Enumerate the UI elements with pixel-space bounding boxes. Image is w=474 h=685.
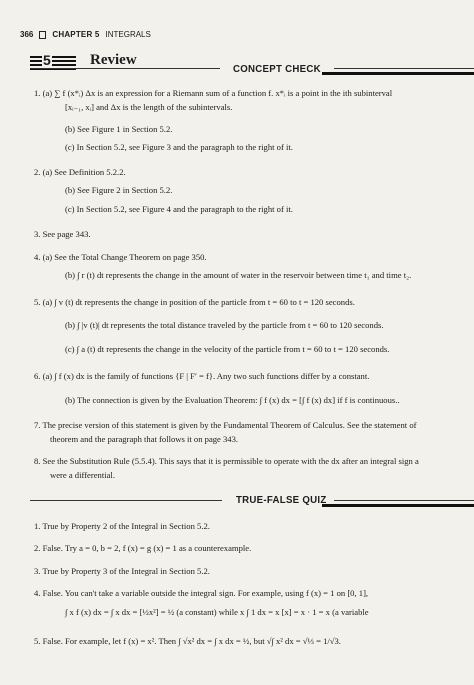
quiz-rule-left [30, 500, 222, 501]
heading-rule-thick [322, 72, 474, 75]
concept-item-4a: 4. (a) See the Total Change Theorem on page 350. [34, 252, 207, 262]
concept-item-2a: 2. (a) See Definition 5.2.2. [34, 167, 126, 177]
concept-item-5b: (b) ∫ |v (t)| dt represents the total distance traveled by the particle from t = 60 to 120 seconds. [65, 320, 384, 330]
concept-item-2c: (c) In Section 5.2, see Figure 4 and the paragraph to the right of it. [65, 204, 293, 214]
concept-check-heading: CONCEPT CHECK [233, 63, 321, 75]
quiz-item-1: 1. True by Property 2 of the Integral in Section 5.2. [34, 521, 210, 531]
concept-item-3: 3. See page 343. [34, 229, 91, 239]
concept-item-1b: (b) See Figure 1 in Section 5.2. [65, 124, 173, 134]
quiz-item-5: 5. False. For example, let f (x) = x². Then ∫ √x² dx = ∫ x dx = ½, but √∫ x² dx = √⅓ = 1/√3. [34, 636, 341, 646]
quiz-item-3: 3. True by Property 3 of the Integral in Section 5.2. [34, 566, 210, 576]
concept-item-5a: 5. (a) ∫ v (t) dt represents the change in position of the particle from t = 60 to t = 120 seconds. [34, 297, 355, 307]
concept-item-5c: (c) ∫ a (t) dt represents the change in the velocity of the particle from t = 60 to t = 120 seconds. [65, 344, 390, 354]
quiz-rule-right [334, 500, 474, 501]
quiz-item-4: 4. False. You can't take a variable outside the integral sign. For example, using f (x) = 1 on [0, 1], [34, 588, 369, 598]
concept-item-1a [34, 88, 392, 99]
concept-item-7: 7. The precise version of this statement is given by the Fundamental Theorem of Calculus. See the statement of [34, 420, 417, 430]
heading-rule [30, 68, 220, 69]
square-glyph-icon [39, 31, 46, 39]
concept-item-2b: (b) See Figure 2 in Section 5.2. [65, 185, 173, 195]
section-bars-icon [30, 56, 76, 72]
concept-item-8: 8. See the Substitution Rule (5.5.4). This says that it is permissible to operate with the dx after an integral sign a [34, 456, 419, 466]
quiz-item-4-equation: ∫ x f (x) dx = ∫ x dx = [½x²] = ½ (a constant) while x ∫ 1 dx = x [x] = x · 1 = x (a variable [65, 607, 369, 617]
chapter-title: INTEGRALS [105, 30, 151, 39]
line-text: 1. (a) ∑ f (x*ᵢ) Δx is an expression for a Riemann sum of a function f. x*ᵢ is a point in the ith subinterval [34, 88, 393, 98]
heading-rule-right [334, 68, 474, 69]
concept-item-1c: (c) In Section 5.2, see Figure 3 and the paragraph to the right of it. [65, 142, 293, 152]
concept-item-6b: (b) The connection is given by the Evaluation Theorem: ∫ f (x) dx = [∫ f (x) dx] if f is continuous.. [65, 395, 400, 405]
chapter-label: CHAPTER 5 [52, 30, 100, 39]
concept-item-1a-cont: [xᵢ₋₁, xᵢ] and Δx is the length of the subintervals. [65, 102, 233, 112]
running-header [20, 30, 151, 39]
concept-item-8-cont: were a differential. [50, 470, 115, 480]
section-number: 5 [43, 52, 51, 68]
concept-item-6a: 6. (a) ∫ f (x) dx is the family of functions {F | F′ = f}. Any two such functions differ by a constant. [34, 371, 370, 381]
quiz-rule-thick [322, 504, 474, 507]
concept-item-7-cont: theorem and the paragraph that follows it on page 343. [50, 434, 239, 444]
concept-item-4b: (b) ∫ r (t) dt represents the change in the amount of water in the reservoir between time t₁ and time t₂. [65, 270, 412, 280]
section-title: Review [90, 52, 137, 68]
true-false-heading: TRUE-FALSE QUIZ [236, 494, 327, 506]
quiz-item-2: 2. False. Try a = 0, b = 2, f (x) = g (x) = 1 as a counterexample. [34, 543, 252, 553]
page-number: 366 [20, 30, 34, 39]
